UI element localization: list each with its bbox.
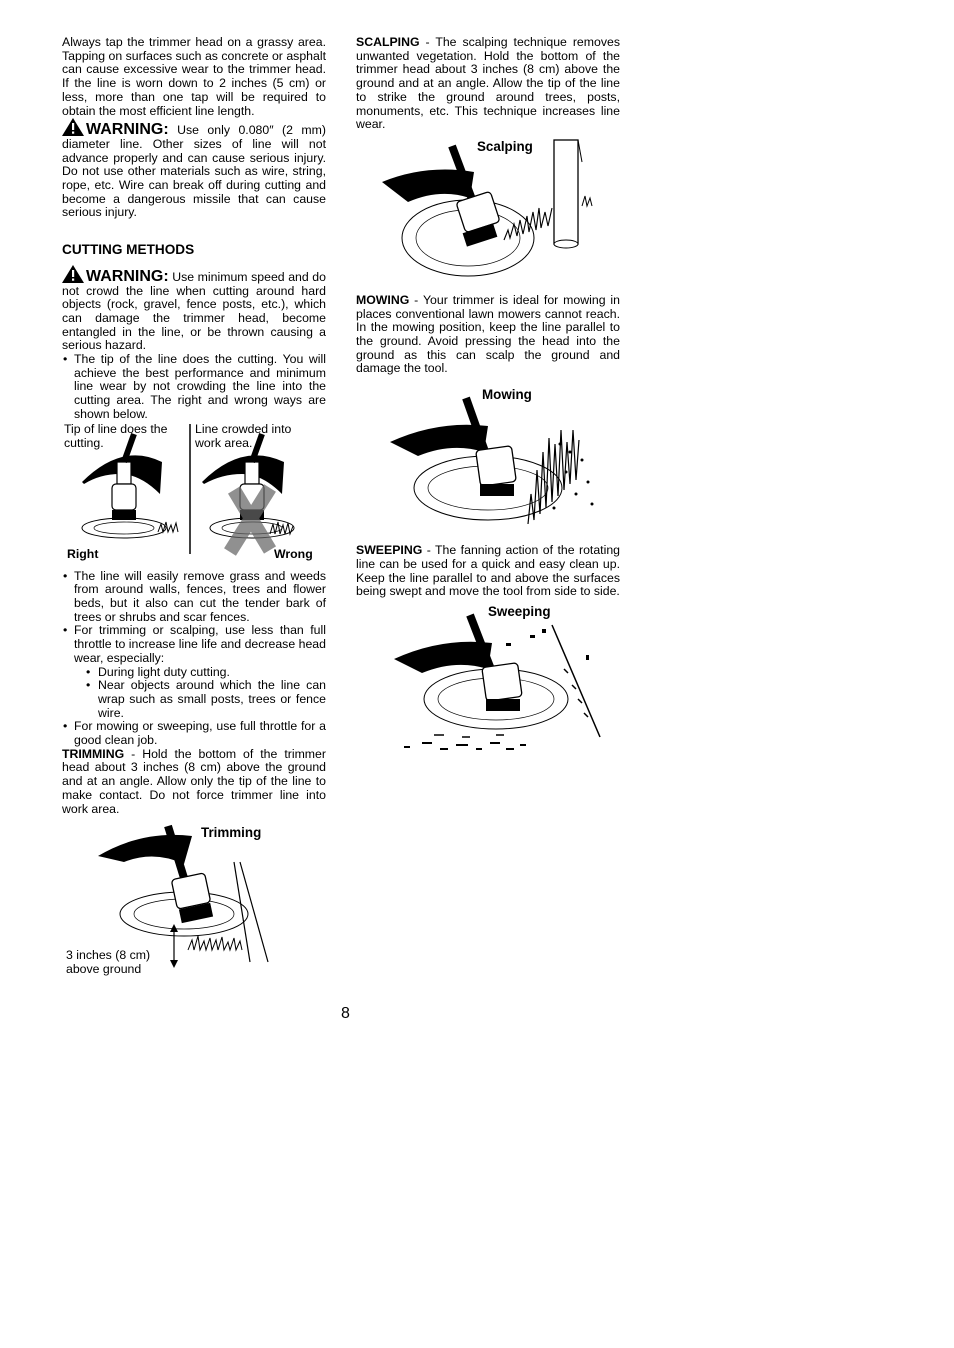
mowing-figure-title: Mowing [482,387,532,403]
trimming-caption: 3 inches (8 cm) above ground [66,948,151,977]
sweeping-figure-title: Sweeping [488,603,551,619]
right-column [356,36,620,759]
page-number: 8 [341,1005,350,1022]
intro-paragraph: Always tap the trimmer head on a grassy area. Tapping on surfaces such as concrete or asphalt can cause excessive wear to the trimmer head. If the line is worn down to 2 inches (5 cm) or less, more than one tap will be required to obtain the most efficient line length. [62,35,326,118]
warning-label: WARNING: [86,267,169,285]
scalping-paragraph: SCALPING - The scalping technique removes unwanted vegetation. Hold the bottom of the trimmer head about 3 inches (8 cm) above the ground and at an angle. Allow the tip of the line to strike the ground around trees, posts, monuments, etc. This technique increases line wear. [356,35,620,132]
scalping-lead: SCALPING [356,35,420,49]
sweeping-illustration [356,599,620,759]
sweeping-lead: SWEEPING [356,543,423,558]
warning-triangle-icon [62,265,84,283]
label-right: Right [67,546,99,561]
sub-bullet-list [74,666,326,721]
mowing-lead: MOWING [356,292,410,307]
usage-bullet-list [62,570,326,748]
list-item: • For trimming or scalping, use less than full throttle to increase line life and decrease head wear, especially: • During light duty cutting. • Near objects around which the line can wrap such as small posts, trees or fence wire. [62,624,326,720]
scalping-illustration [356,132,620,294]
warning-text: Use only 0.080″ (2 mm) diameter line. Other sizes of line will not advance properly and can cause serious injury. Do not use other materials such as wire, string, rope, etc. Wire can break off during cutting and become a dangerous missile that can cause serious injury. [62,123,326,220]
warning-minimum-speed [62,265,326,353]
list-item: • For mowing or sweeping, use full throttle for a good clean job. [62,720,326,747]
caption-line-crowded: Line crowded into work area. [195,421,292,450]
trimming-paragraph: TRIMMING - Hold the bottom of the trimmer head about 3 inches (8 cm) above the ground and at an angle. Allow only the tip of the line to make contact. Do not force trimmer line into work area. [62,746,326,816]
list-item: • The tip of the line does the cutting. You will achieve the best performance and minimum line wear by not crowding the line into the cutting area. The right and wrong ways are shown below. [62,353,326,422]
list-item: • Near objects around which the line can wrap such as small posts, trees or fence wire. [86,679,326,720]
mowing-paragraph: MOWING - Your trimmer is ideal for mowing in places conventional lawn mowers cannot reach. In the mowing position, keep the line parallel to the ground. Avoid pressing the head into the ground as this can scalp the ground and damage the tool. [356,292,620,376]
left-column [62,36,326,982]
caption-tip-of-line: Tip of line does the cutting. [64,421,168,450]
warning-text: Use minimum speed and do not crowd the line when cutting around hard objects (rock, gravel, fence posts, etc.), which can damage the trimmer head, become entangled in the line, or be thrown causing a serious hazard. [62,269,326,353]
cutting-methods-heading: CUTTING METHODS [62,242,195,258]
trimming-figure [62,822,326,982]
warning-label: WARNING: [86,121,169,139]
list-item: • The line will easily remove grass and weeds from around walls, fences, trees and flower beds, but it also can cut the tender bark of trees or shrubs and scar fences. [62,570,326,625]
scalping-figure-title: Scalping [477,138,533,154]
list-item: • During light duty cutting. [86,666,326,680]
label-wrong: Wrong [274,546,313,561]
scalping-figure [356,132,620,294]
sweeping-figure [356,599,620,759]
right-wrong-figure [62,422,326,570]
warning-triangle-icon [62,118,84,136]
mowing-figure [356,376,620,544]
sweeping-paragraph: SWEEPING - The fanning action of the rotating line can be used for a quick and easy clean up. Keep the line parallel to and above the surfaces being swept and move the tool from side to side. [356,543,620,599]
warning-line-diameter [62,118,326,220]
tip-bullet-list [62,353,326,422]
trimming-figure-title: Trimming [201,825,262,841]
trimming-lead: TRIMMING [62,746,125,761]
